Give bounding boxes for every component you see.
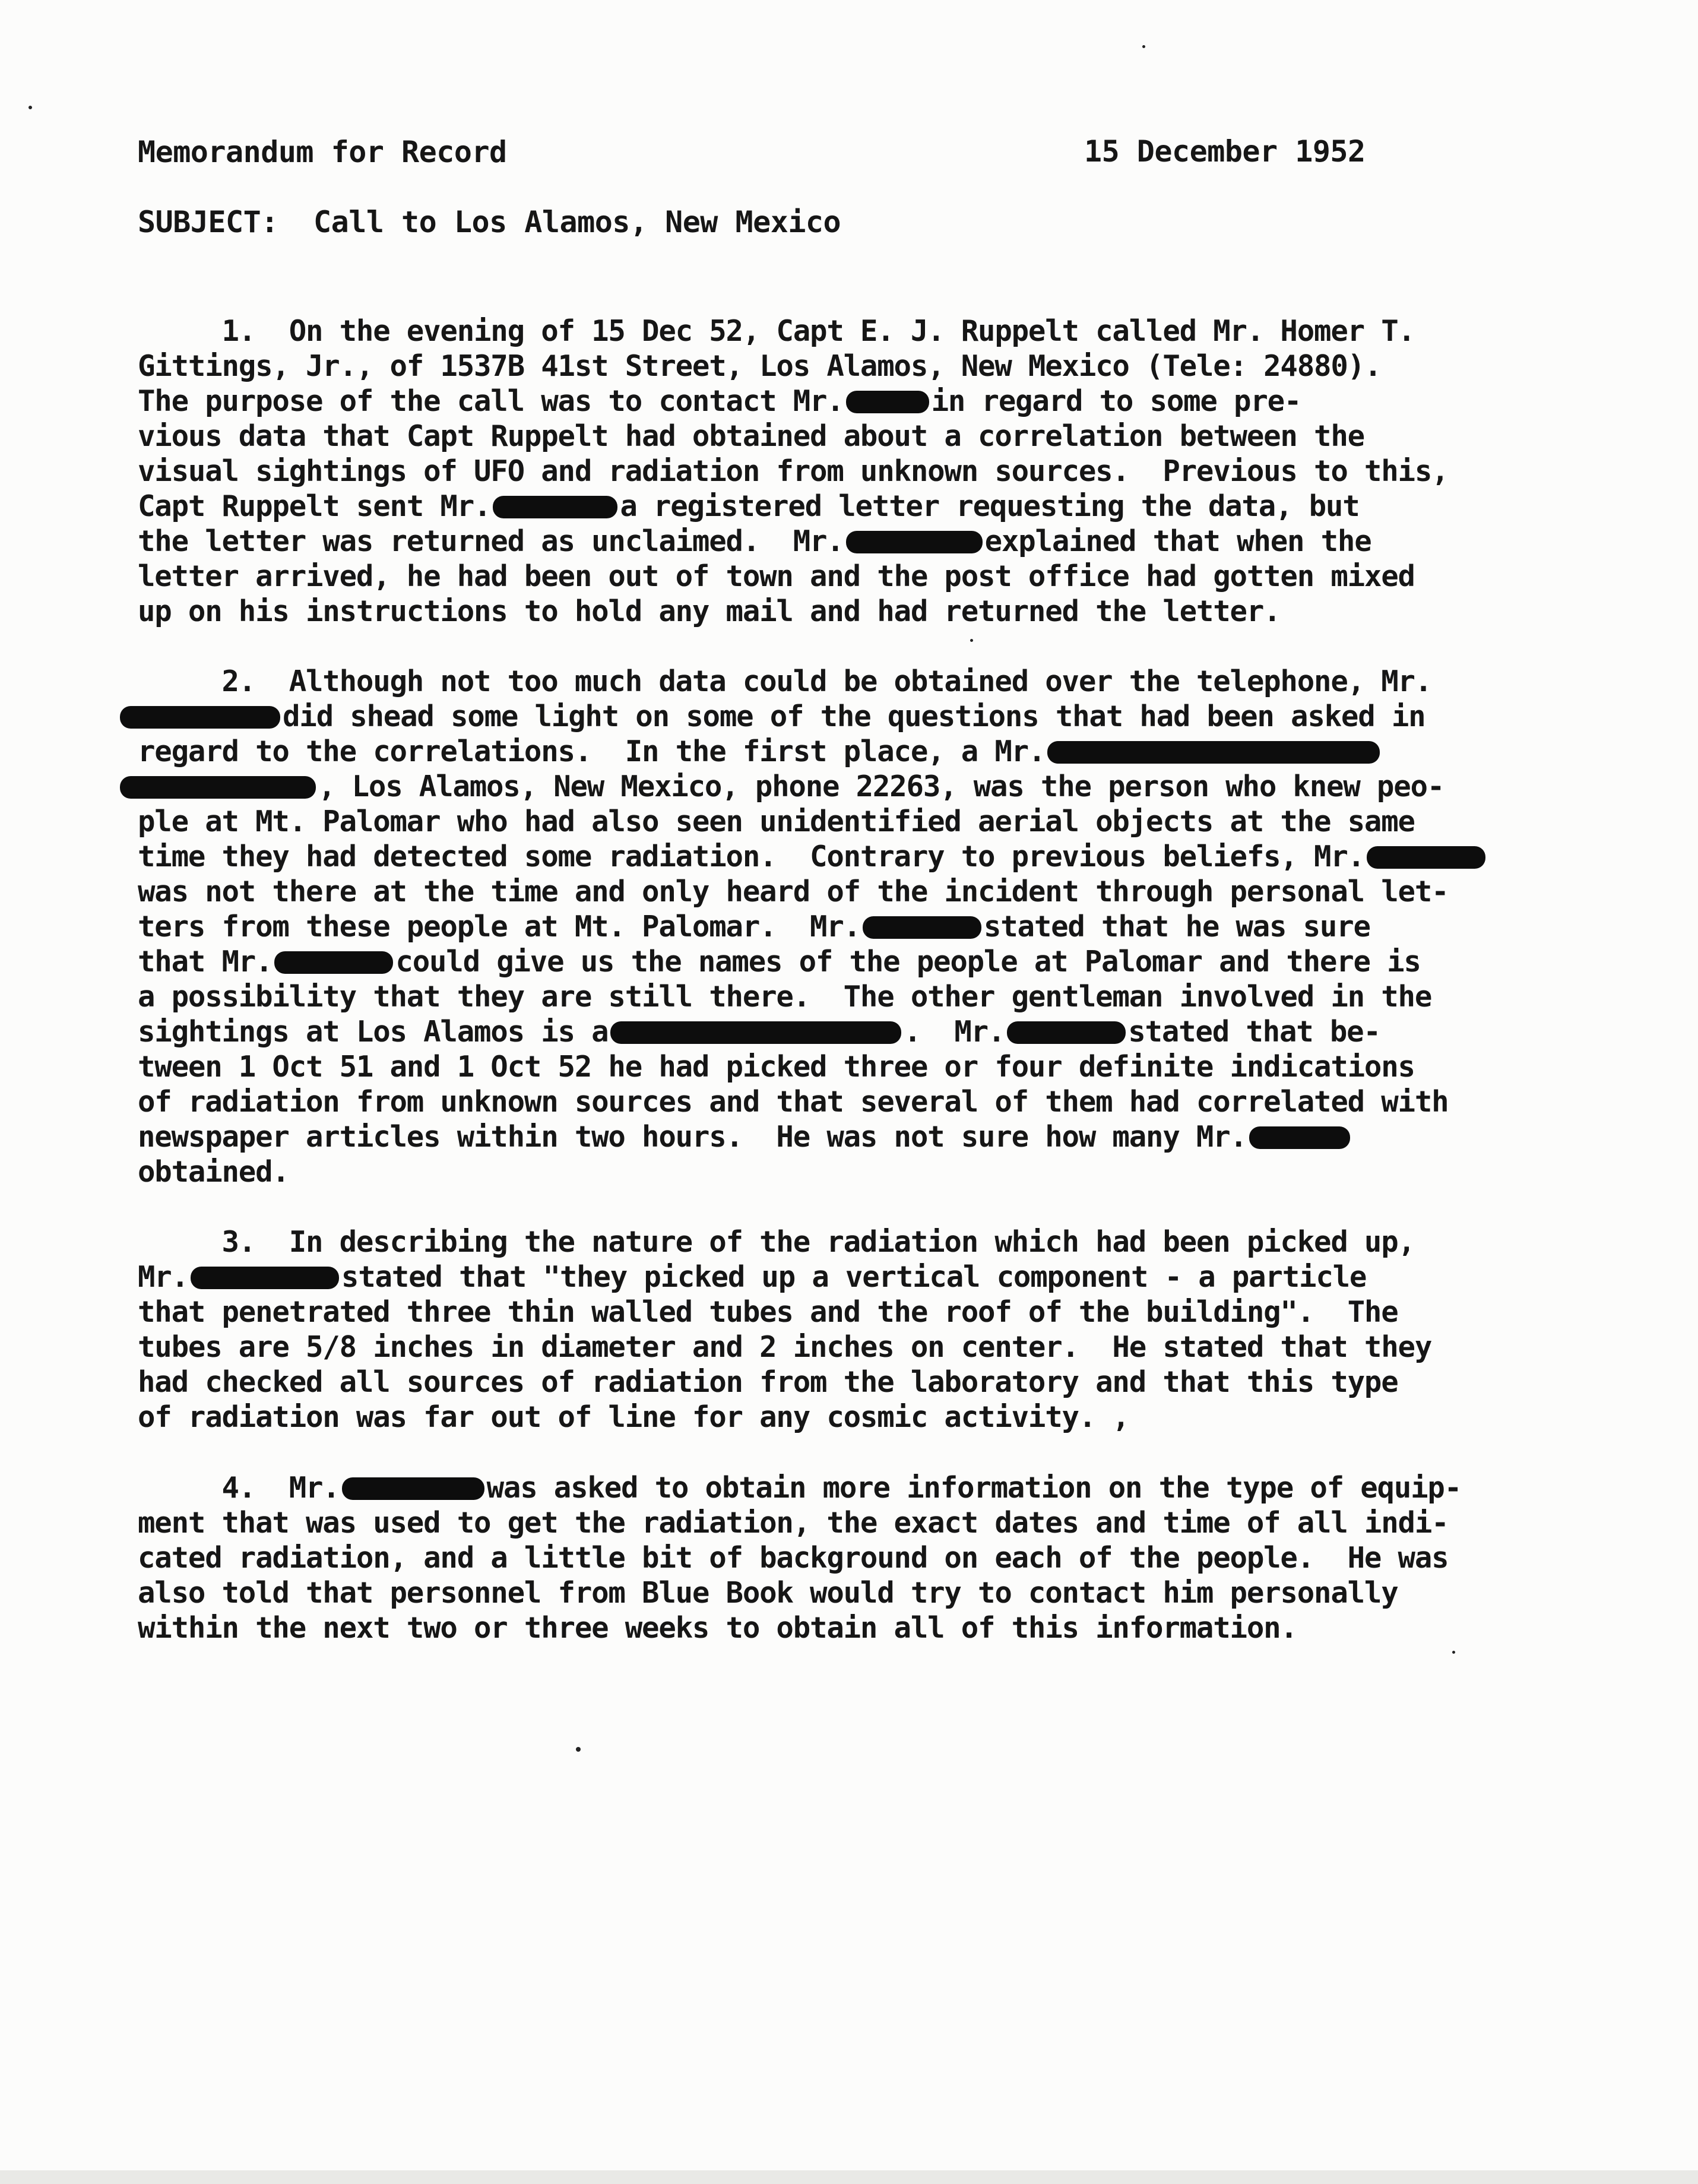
line-segment: . Mr. (904, 1015, 1005, 1049)
line-segment: Mr. (138, 1260, 188, 1294)
line-segment: stated that be- (1128, 1015, 1380, 1049)
line-segment: stated that he was sure (983, 910, 1370, 944)
line-segment: the letter was returned as unclaimed. Mr. (138, 524, 844, 558)
paragraph-line: obtained. (138, 1155, 289, 1189)
memo-date: 15 December 1952 (1084, 134, 1366, 169)
paragraph-line: also told that personnel from Blue Book would try to contact him personally (138, 1576, 1398, 1610)
paragraph-line: was not there at the time and only heard of the incident through personal let- (138, 875, 1449, 909)
redaction-mark (493, 496, 617, 518)
paragraph-line: of radiation was far out of line for any cosmic activity. , (138, 1400, 1129, 1434)
paragraph-line: had checked all sources of radiation from the laboratory and that this type (138, 1365, 1398, 1399)
line-segment: a registered letter requesting the data, but (620, 489, 1360, 523)
paragraph-line (138, 1014, 1563, 1049)
line-segment: newspaper articles within two hours. He was not sure how many Mr. (138, 1120, 1247, 1154)
paragraph-1 (138, 314, 1563, 629)
redaction-mark (1007, 1021, 1126, 1044)
paragraph-line: Gittings, Jr., of 1537B 41st Street, Los Alamos, New Mexico (Tele: 24880). (138, 349, 1382, 383)
paragraph-line: that penetrated three thin walled tubes and the roof of the building". The (138, 1295, 1398, 1329)
redaction-mark (191, 1267, 339, 1289)
paragraph-line (138, 839, 1563, 874)
paragraph-line: up on his instructions to hold any mail and had returned the letter. (138, 594, 1281, 628)
paragraph-line (138, 1259, 1563, 1294)
scan-speck (576, 1747, 581, 1752)
line-segment: that Mr. (138, 945, 273, 979)
redaction-mark (863, 916, 981, 939)
line-segment: did shead some light on some of the questions that had been asked in (283, 699, 1425, 733)
memo-title: Memorandum for Record (138, 135, 507, 169)
redaction-mark (1367, 846, 1485, 869)
paragraph-line: visual sightings of UFO and radiation from unknown sources. Previous to this, (138, 454, 1449, 488)
paragraph-line (138, 524, 1563, 559)
subject-line (138, 204, 841, 240)
subject-label: SUBJECT: (138, 205, 278, 239)
paragraph-line: ple at Mt. Palomar who had also seen unidentified aerial objects at the same (138, 805, 1415, 838)
paragraph-line (138, 1470, 1563, 1505)
redaction-mark (1047, 741, 1380, 764)
line-segment: ters from these people at Mt. Palomar. Mr. (138, 910, 860, 944)
paragraph-line: 3. In describing the nature of the radiation which had been picked up, (138, 1225, 1415, 1259)
paragraph-line: within the next two or three weeks to obtain all of this information. (138, 1611, 1297, 1645)
line-segment: time they had detected some radiation. Contrary to previous beliefs, Mr. (138, 840, 1364, 873)
paragraph-line (138, 734, 1563, 769)
line-segment: explained that when the (984, 524, 1371, 558)
redaction-mark (846, 391, 929, 413)
subject-text: Call to Los Alamos, New Mexico (313, 205, 841, 239)
paragraph-4 (138, 1470, 1563, 1645)
line-segment: was asked to obtain more information on the type of equip- (486, 1471, 1462, 1505)
line-segment: sightings at Los Alamos is a (138, 1015, 609, 1049)
redaction-mark (120, 706, 280, 729)
paragraph-line: vious data that Capt Ruppelt had obtained about a correlation between the (138, 419, 1364, 453)
paragraph-line: of radiation from unknown sources and that several of them had correlated with (138, 1085, 1449, 1119)
line-segment: could give us the names of the people at Palomar and there is (395, 945, 1421, 979)
paragraph-2 (138, 664, 1563, 1189)
paragraph-line: tubes are 5/8 inches in diameter and 2 inches on center. He stated that they (138, 1330, 1432, 1364)
line-segment: 4. Mr. (138, 1471, 340, 1505)
paragraph-line: ment that was used to get the radiation, the exact dates and time of all indi- (138, 1506, 1449, 1540)
paragraph-line: 2. Although not too much data could be obtained over the telephone, Mr. (138, 664, 1432, 698)
line-segment: The purpose of the call was to contact Mr. (138, 384, 844, 418)
paragraph-line: cated radiation, and a little bit of background on each of the people. He was (138, 1541, 1449, 1575)
line-segment: Capt Ruppelt sent Mr. (138, 489, 491, 523)
line-segment: regard to the correlations. In the first place, a Mr. (138, 735, 1046, 768)
paragraph-line (138, 909, 1563, 944)
scan-edge (0, 2170, 1698, 2184)
line-segment: in regard to some pre- (931, 384, 1301, 418)
redaction-mark (342, 1477, 484, 1500)
redaction-mark (610, 1021, 901, 1044)
scan-speck (970, 639, 973, 642)
line-segment: stated that "they picked up a vertical component - a particle (341, 1260, 1367, 1294)
paragraph-line (138, 769, 1563, 804)
paragraph-line (138, 699, 1563, 734)
paragraph-line (138, 489, 1563, 524)
paragraph-line: a possibility that they are still there. The other gentleman involved in the (138, 980, 1432, 1014)
scan-speck (1452, 1651, 1455, 1654)
paragraph-line (138, 944, 1563, 979)
paragraph-line (138, 1119, 1563, 1154)
scan-speck (28, 106, 32, 109)
scan-speck (1142, 45, 1145, 48)
redaction-mark (846, 531, 983, 553)
redaction-mark (1249, 1126, 1350, 1149)
redaction-mark (274, 951, 393, 974)
paragraph-line (138, 384, 1563, 419)
paragraph-line: 1. On the evening of 15 Dec 52, Capt E. J. Ruppelt called Mr. Homer T. (138, 314, 1415, 348)
redaction-mark (120, 776, 316, 799)
line-segment: , Los Alamos, New Mexico, phone 22263, was the person who knew peo- (318, 770, 1444, 803)
paragraph-3 (138, 1224, 1563, 1435)
paragraph-line: tween 1 Oct 51 and 1 Oct 52 he had picked three or four definite indications (138, 1050, 1415, 1084)
paragraph-line: letter arrived, he had been out of town and the post office had gotten mixed (138, 559, 1415, 593)
